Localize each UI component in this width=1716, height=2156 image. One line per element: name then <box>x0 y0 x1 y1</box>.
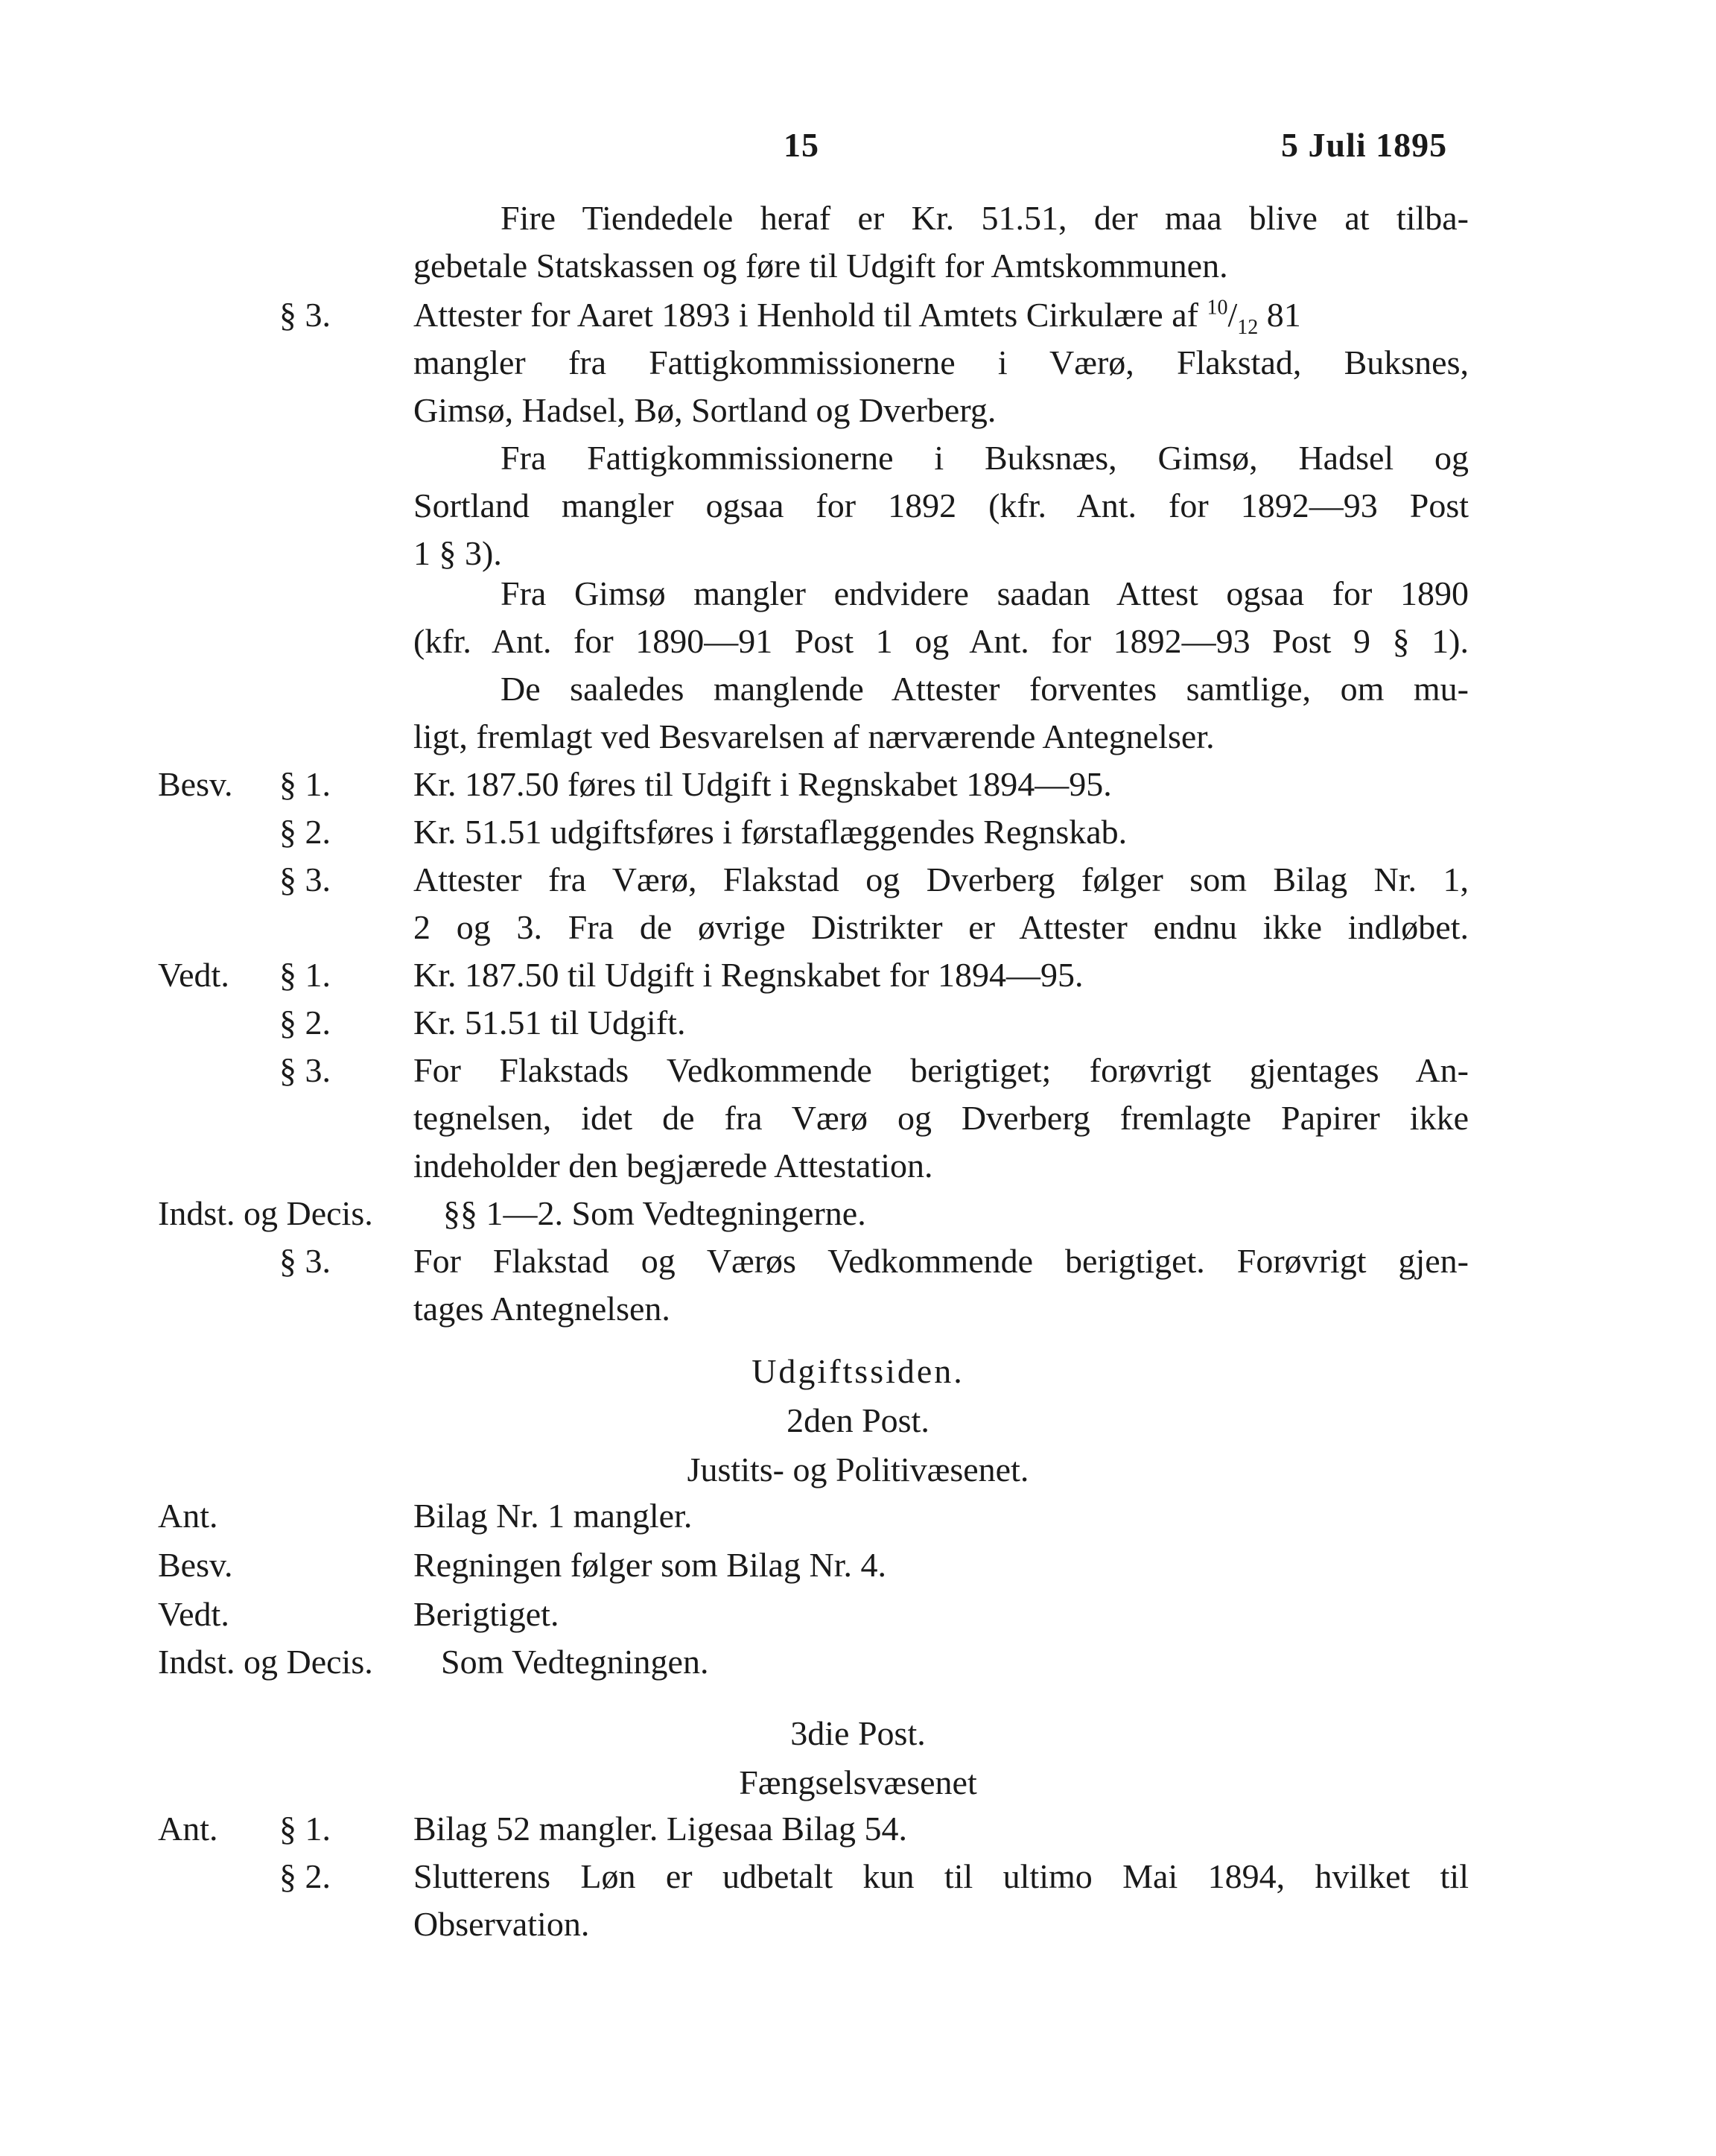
paragraph-mark: § 1. <box>279 1810 331 1848</box>
page-number: 15 <box>784 126 819 164</box>
post-subheading: Justits- og Politivæsenet. <box>687 1450 1029 1488</box>
section-heading: Udgiftssiden. <box>751 1352 965 1390</box>
paragraph-mark: § 2. <box>279 1857 331 1895</box>
post-heading: 2den Post. <box>786 1401 930 1439</box>
post-subheading: Fængselsvæsenet <box>739 1763 977 1801</box>
text-line: For Flakstad og Værøs Vedkommende berigtiget. Forøvrigt gjen- <box>413 1242 1469 1280</box>
text-line: Kr. 187.50 til Udgift i Regnskabet for 1894—95. <box>413 956 1084 994</box>
text-line: gebetale Statskassen og føre til Udgift for Amtskommunen. <box>413 247 1228 285</box>
text-line: Sortland mangler ogsaa for 1892 (kfr. Ant. for 1892—93 Post <box>413 486 1469 524</box>
row-label: Ant. <box>158 1810 218 1848</box>
section-label-vedt: Vedt. <box>158 956 229 994</box>
text-line: (kfr. Ant. for 1890—91 Post 1 og Ant. for 1892—93 Post 9 § 1). <box>413 622 1469 660</box>
text-line: ligt, fremlagt ved Besvarelsen af nærværende Antegnelser. <box>413 717 1215 755</box>
text-line: mangler fra Fattigkommissionerne i Værø, Flakstad, Buksnes, <box>413 343 1469 381</box>
text-line: Slutterens Løn er udbetalt kun til ultimo Mai 1894, hvilket til <box>413 1857 1469 1895</box>
paragraph-mark: § 3. <box>279 860 331 898</box>
paragraph-mark: § 3. <box>279 296 331 334</box>
text-line: indeholder den begjærede Attestation. <box>413 1147 933 1185</box>
row-text: Bilag Nr. 1 mangler. <box>413 1497 693 1535</box>
text-line: tegnelsen, idet de fra Værø og Dverberg fremlagte Papirer ikke <box>413 1099 1469 1137</box>
paragraph-mark: § 1. <box>279 956 331 994</box>
text-line: Gimsø, Hadsel, Bø, Sortland og Dverberg. <box>413 391 997 429</box>
text-line: For Flakstads Vedkommende berigtiget; forøvrigt gjentages An- <box>413 1051 1469 1089</box>
text-line: 2 og 3. Fra de øvrige Distrikter er Attester endnu ikke indløbet. <box>413 908 1469 946</box>
text-line: Fra Fattigkommissionerne i Buksnæs, Gimsø, Hadsel og <box>500 439 1469 477</box>
row-label: Indst. og Decis. <box>158 1643 373 1681</box>
post-heading: 3die Post. <box>790 1714 926 1752</box>
row-text: Berigtiget. <box>413 1595 559 1633</box>
text-line: Kr. 51.51 udgiftsføres i førstaflæggendes Regnskab. <box>413 813 1128 851</box>
row-label: Ant. <box>158 1497 218 1535</box>
paragraph-mark: § 1. <box>279 765 331 803</box>
text-line: Kr. 187.50 føres til Udgift i Regnskabet 1894—95. <box>413 765 1112 803</box>
text-line: Kr. 51.51 til Udgift. <box>413 1004 686 1041</box>
text-line: Fra Gimsø mangler endvidere saadan Attest ogsaa for 1890 <box>500 574 1469 612</box>
text-line: Fire Tiendedele heraf er Kr. 51.51, der maa blive at tilba- <box>500 199 1469 237</box>
row-label: Besv. <box>158 1546 233 1584</box>
text-line: 1 § 3). <box>413 534 502 572</box>
paragraph-mark: § 2. <box>279 1004 331 1041</box>
row-label: Vedt. <box>158 1595 229 1633</box>
text-line: §§ 1—2. Som Vedtegningerne. <box>443 1194 866 1232</box>
section-label-besv: Besv. <box>158 765 233 803</box>
row-text: Som Vedtegningen. <box>441 1643 709 1681</box>
text-line: tages Antegnelsen. <box>413 1290 670 1328</box>
text-line: Bilag 52 mangler. Ligesaa Bilag 54. <box>413 1810 908 1848</box>
text-line: De saaledes manglende Attester forventes samtlige, om mu- <box>500 670 1469 708</box>
page-date: 5 Juli 1895 <box>1281 126 1448 164</box>
paragraph-mark: § 2. <box>279 813 331 851</box>
text-line: Attester fra Værø, Flakstad og Dverberg følger som Bilag Nr. 1, <box>413 860 1469 898</box>
text-line: Observation. <box>413 1905 590 1943</box>
text-line: Attester for Aaret 1893 i Henhold til Amtets Cirkulære af $^{10}/_{12}$ 81 <box>413 296 1301 340</box>
paragraph-mark: § 3. <box>279 1051 331 1089</box>
paragraph-mark: § 3. <box>279 1242 331 1280</box>
section-label-indst-decis: Indst. og Decis. <box>158 1194 373 1232</box>
row-text: Regningen følger som Bilag Nr. 4. <box>413 1546 886 1584</box>
